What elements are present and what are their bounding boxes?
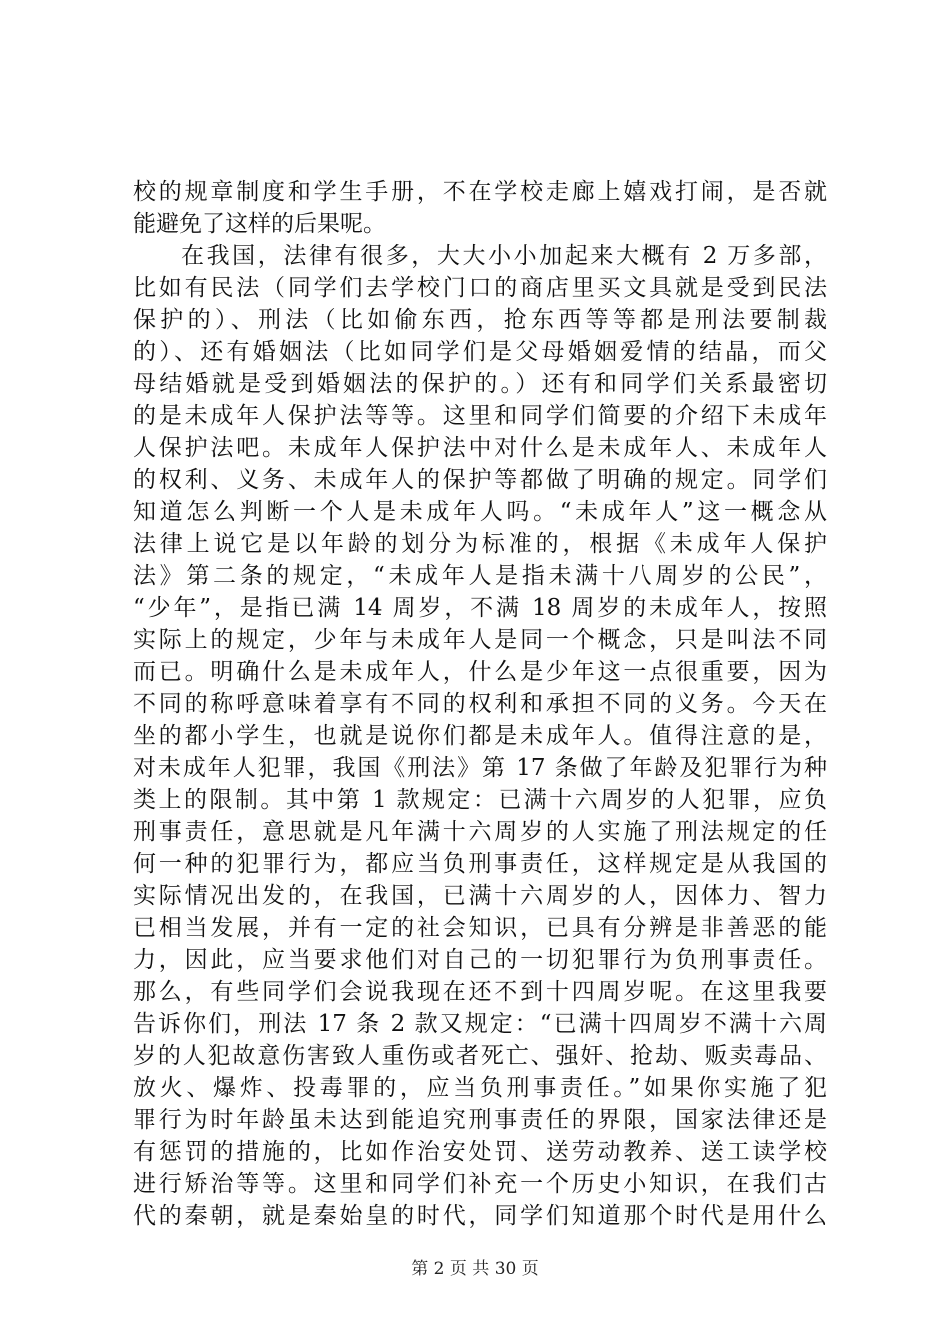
text-line: 校的规章制度和学生手册，不在学校走廊上嬉戏打闹，是否就 [133, 179, 827, 205]
text-line: 放火、爆炸、投毒罪的，应当负刑事责任。”如果你实施了犯 [133, 1075, 827, 1101]
text-line: 保护的）、刑法（比如偷东西，抢东西等等都是刑法要制裁 [133, 307, 827, 333]
text-line: 比如有民法（同学们去学校门口的商店里买文具就是受到民法 [133, 275, 827, 301]
text-line: 岁的人犯故意伤害致人重伤或者死亡、强奸、抢劫、贩卖毒品、 [133, 1043, 827, 1069]
text-line: 坐的都小学生，也就是说你们都是未成年人。值得注意的是， [133, 723, 827, 749]
text-line: 有惩罚的措施的，比如作治安处罚、送劳动教养、送工读学校 [133, 1139, 827, 1165]
text-line: 刑事责任，意思就是凡年满十六周岁的人实施了刑法规定的任 [133, 819, 827, 845]
text-line: 母结婚就是受到婚姻法的保护的。）还有和同学们关系最密切 [133, 371, 827, 397]
text-line: 实际情况出发的，在我国，已满十六周岁的人，因体力、智力 [133, 883, 827, 909]
text-line: 告诉你们，刑法 17 条 2 款又规定：“已满十四周岁不满十六周 [133, 1011, 827, 1037]
text-line: 的权利、义务、未成年人的保护等都做了明确的规定。同学们 [133, 467, 827, 493]
text-line: 类上的限制。其中第 1 款规定：已满十六周岁的人犯罪，应负 [133, 787, 827, 813]
paragraph-first-line: 在我国，法律有很多，大大小小加起来大概有 2 万多部， [181, 243, 827, 269]
text-line: 那么，有些同学们会说我现在还不到十四周岁呢。在这里我要 [133, 979, 827, 1005]
text-line: “少年”，是指已满 14 周岁，不满 18 周岁的未成年人，按照 [133, 595, 827, 621]
text-line: 进行矫治等等。这里和同学们补充一个历史小知识，在我们古 [133, 1171, 827, 1197]
page-number-footer: 第 2 页 共 30 页 [411, 1259, 539, 1279]
text-line: 何一种的犯罪行为，都应当负刑事责任，这样规定是从我国的 [133, 851, 827, 877]
text-line: 知道怎么判断一个人是未成年人吗。“未成年人”这一概念从 [133, 499, 827, 525]
text-line: 罪行为时年龄虽未达到能追究刑事责任的界限，国家法律还是 [133, 1107, 827, 1133]
text-line: 代的秦朝，就是秦始皇的时代，同学们知道那个时代是用什么 [133, 1203, 827, 1229]
text-line: 已相当发展，并有一定的社会知识，已具有分辨是非善恶的能 [133, 915, 827, 941]
text-line: 法律上说它是以年龄的划分为标准的，根据《未成年人保护 [133, 531, 827, 557]
text-line: 的）、还有婚姻法（比如同学们是父母婚姻爱情的结晶，而父 [133, 339, 827, 365]
text-line: 能避免了这样的后果呢。 [133, 211, 386, 237]
text-line: 而已。明确什么是未成年人，什么是少年这一点很重要，因为 [133, 659, 827, 685]
text-line: 力，因此，应当要求他们对自己的一切犯罪行为负刑事责任。 [133, 947, 827, 973]
text-line: 对未成年人犯罪，我国《刑法》第 17 条做了年龄及犯罪行为种 [133, 755, 827, 781]
text-line: 不同的称呼意味着享有不同的权利和承担不同的义务。今天在 [133, 691, 827, 717]
text-line: 实际上的规定，少年与未成年人是同一个概念，只是叫法不同 [133, 627, 827, 653]
text-line: 人保护法吧。未成年人保护法中对什么是未成年人、未成年人 [133, 435, 827, 461]
text-line: 的是未成年人保护法等等。这里和同学们简要的介绍下未成年 [133, 403, 827, 429]
text-line: 法》第二条的规定，“未成年人是指未满十八周岁的公民”， [133, 563, 827, 589]
